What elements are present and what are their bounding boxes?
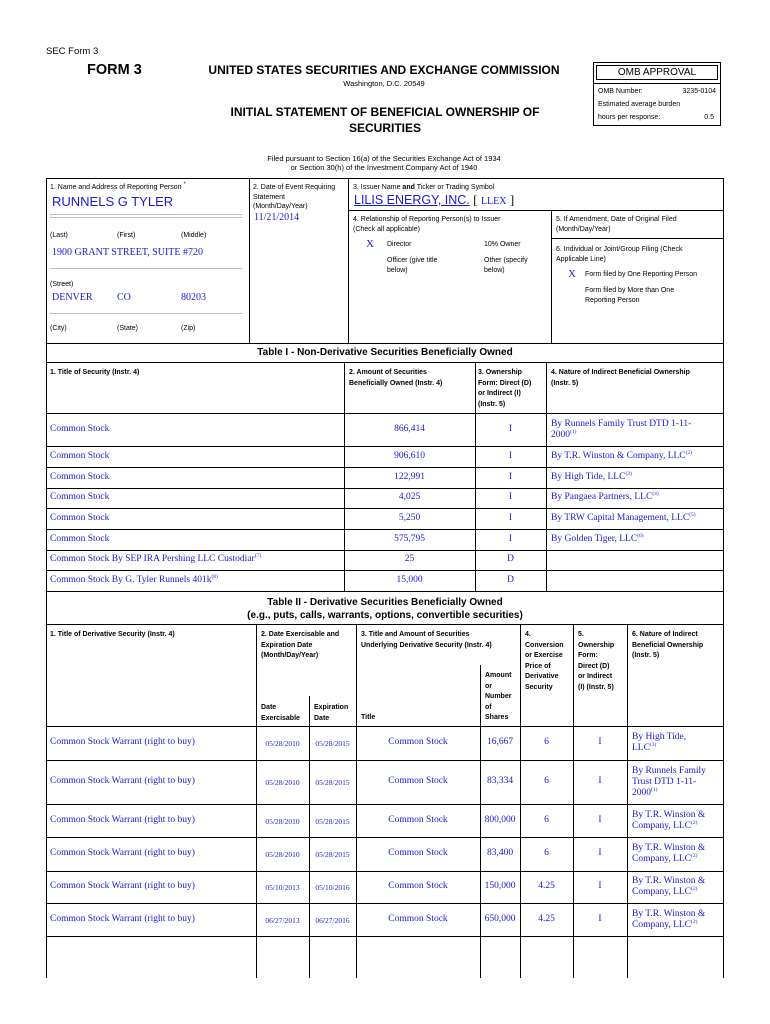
table2-row-divider: [46, 760, 724, 761]
derivative-title: Common Stock Warrant (right to buy): [50, 814, 195, 825]
issuer-ticker: LLEX: [480, 196, 507, 207]
table2-row-divider: [46, 804, 724, 805]
exercise-price: 6: [544, 776, 549, 786]
expiration-date: 05/28/2015: [315, 850, 350, 859]
table1-row-divider: [46, 508, 724, 509]
nature-of-ownership: By High Tide, LLC$^{(3)}$: [551, 470, 632, 482]
table1-row-divider: [46, 550, 724, 551]
street-label: (Street): [50, 281, 74, 288]
amount-owned: 866,414: [394, 423, 425, 434]
date-exercisable: 06/27/2013: [265, 915, 300, 925]
ownership-form: I: [598, 814, 602, 825]
exercise-price: 6: [544, 814, 549, 825]
filed-pursuant-line1: Filed pursuant to Section 16(a) of the Securities Exchange Act of 1934: [267, 154, 501, 163]
exercise-price: 6: [544, 848, 549, 858]
ownership-form: I: [508, 450, 513, 461]
city-value: DENVER: [52, 292, 93, 303]
expiration-date: 05/28/2015: [315, 816, 350, 826]
one-person-label: Form filed by One Reporting Person: [585, 271, 698, 278]
form-small-label: SEC Form 3: [46, 46, 99, 57]
agency-location: Washington, D.C. 20549: [343, 79, 425, 88]
underlying-title: Common Stock: [388, 776, 448, 786]
nature-of-ownership: By Runnels Family Trust DTD 1-11- 2000$^{(1)}$: [551, 419, 692, 440]
document-title: INITIAL STATEMENT OF BENEFICIAL OWNERSHIP OF SECURITIES: [230, 105, 540, 135]
underlying-shares: 83,334: [486, 776, 514, 786]
underlying-title: Common Stock: [388, 737, 448, 747]
ownership-form: I: [598, 913, 602, 924]
security-title: Common Stock By G. Tyler Runnels $401k^{(8)}$: [50, 573, 218, 585]
table2-col3-header: 3. Title and Amount of Securities Underlying Derivative Security (Instr. 4): [361, 631, 492, 649]
street-value: 1900 GRANT STREET, SUITE #720: [52, 247, 204, 258]
zip-value: 80203: [181, 292, 206, 303]
table1-col4-header: 4. Nature of Indirect Beneficial Ownership (Instr. 5): [551, 369, 690, 387]
nature-of-ownership: By Pangaea Partners, LLC$^{(4)}$: [551, 490, 659, 502]
security-title: Common Stock: [50, 533, 110, 544]
table2-sub-expiration: Expiration Date: [314, 704, 349, 722]
omb-number-label: OMB Number:: [598, 88, 643, 95]
amount-owned: 122,991: [394, 471, 425, 482]
more-persons-label: Form filed by More than One Reporting Person: [585, 287, 675, 304]
issuer-label: 3. Issuer Name and Ticker or Trading Symbol: [353, 184, 495, 191]
amount-owned: 25: [404, 554, 415, 564]
reporting-person-label: 1. Name and Address of Reporting Person *: [50, 181, 186, 191]
expiration-date: 06/27/2016: [315, 915, 350, 925]
amount-owned: 4,025: [398, 492, 421, 502]
date-exercisable: 05/10/2013: [265, 883, 300, 892]
state-value: CO: [117, 292, 131, 303]
ownership-form: I: [598, 776, 602, 786]
underlying-shares: 800,000: [484, 814, 516, 825]
ownership-form: I: [508, 423, 513, 434]
derivative-title: Common Stock Warrant (right to buy): [50, 737, 195, 747]
table2-col5-header: 5. Ownership Form: Direct (D) or Indirect (I) (Instr. 5): [578, 631, 615, 691]
city-label: (City): [50, 325, 67, 332]
reporting-person-name[interactable]: RUNNELS G TYLER: [52, 194, 174, 209]
security-title: Common Stock: [50, 492, 110, 502]
table2-row-divider: [46, 936, 724, 937]
last-label: (Last): [50, 232, 68, 239]
omb-hours-value: 0.5: [704, 114, 714, 121]
issuer-name-link[interactable]: LILIS ENERGY, INC.: [354, 193, 470, 207]
omb-burden-label: Estimated average burden: [598, 101, 681, 108]
filing-label: 6. Individual or Joint/Group Filing (Check Applicable Line): [556, 246, 683, 263]
table1-row-divider: [46, 467, 724, 468]
issuer-name-row: LILIS ENERGY, INC. [ LLEX ]: [354, 193, 515, 207]
table2-col6-header: 6. Nature of Indirect Beneficial Ownership (Instr. 5): [632, 631, 704, 659]
derivative-title: Common Stock Warrant (right to buy): [50, 848, 195, 858]
date-exercisable: 05/28/2010: [265, 778, 300, 787]
table1-row-divider: [46, 446, 724, 447]
director-label: Director: [387, 241, 412, 248]
security-title: Common Stock: [50, 512, 110, 523]
omb-title: OMB APPROVAL: [596, 65, 718, 80]
date-exercisable: 05/28/2010: [265, 850, 300, 859]
security-title: Common Stock: [50, 471, 110, 482]
first-label: (First): [117, 232, 136, 239]
form-title: FORM 3: [87, 62, 142, 78]
underlying-title: Common Stock: [388, 814, 448, 825]
ownership-form: D: [507, 554, 514, 564]
director-checkmark: X: [366, 238, 374, 250]
table2-col4-header: 4. Conversion or Exercise Price of Derivative Security: [525, 631, 564, 691]
derivative-title: Common Stock Warrant (right to buy): [50, 881, 195, 891]
table2-row-divider: [46, 903, 724, 904]
table1-row-divider: [46, 570, 724, 571]
nature-of-ownership: By Runnels Family Trust DTD 1-11- 2000$^{(1)}$: [632, 765, 706, 798]
table2-col2-header: 2. Date Exercisable and Expiration Date (Month/Day/Year): [261, 631, 340, 659]
nature-of-ownership: By T.R. Winston & Company, LLC$^{(2)}$: [632, 876, 706, 897]
table2-row-divider: [46, 837, 724, 838]
ownership-form: I: [508, 471, 513, 482]
table2-sub-amount: Amount or Number of Shares: [485, 672, 512, 721]
derivative-title: Common Stock Warrant (right to buy): [50, 776, 195, 786]
ownership-form: D: [507, 574, 514, 585]
table2-row-divider: [46, 871, 724, 872]
date-exercisable: 05/28/2010: [265, 816, 300, 826]
table1-row-divider: [46, 529, 724, 530]
underlying-shares: 150,000: [484, 881, 516, 891]
underlying-shares: 650,000: [484, 913, 516, 924]
event-date-label: 2. Date of Event Requiring Statement (Month/Day/Year): [253, 184, 336, 210]
nature-of-ownership: By T.R. Winston & Company, LLC$^{(2)}$: [632, 908, 706, 930]
table2-col1-header: 1. Title of Derivative Security (Instr. 4): [50, 631, 175, 638]
nature-of-ownership: By High Tide, LLC$^{(3)}$: [632, 732, 687, 753]
table1-col1-header: 1. Title of Security (Instr. 4): [50, 369, 140, 376]
ten-percent-owner-label: 10% Owner: [484, 241, 521, 248]
event-date-value: 11/21/2014: [254, 212, 300, 223]
omb-hours-label: hours per response:: [598, 114, 661, 121]
nature-of-ownership: By T.R. Winston & Company, LLC$^{(2)}$: [632, 843, 706, 864]
security-title: Common Stock: [50, 423, 110, 434]
ownership-form: I: [508, 492, 513, 502]
table1-row-divider: [46, 488, 724, 489]
omb-number-value: 3235-0104: [682, 88, 716, 95]
underlying-shares: 16,667: [486, 737, 514, 747]
table1-col2-header: 2. Amount of Securities Beneficially Owned (Instr. 4): [349, 369, 443, 387]
expiration-date: 05/10/2016: [315, 883, 350, 892]
security-title: Common Stock By SEP IRA Pershing LLC Custodiar$^{(7)}$: [50, 552, 262, 564]
amount-owned: 575,795: [394, 533, 425, 544]
table2-sub-title: Title: [361, 714, 376, 721]
exercise-price: 4.25: [538, 913, 555, 924]
ownership-form: I: [508, 512, 513, 523]
middle-label: (Middle): [181, 232, 207, 239]
derivative-title: Common Stock Warrant (right to buy): [50, 913, 195, 924]
relationship-label: 4. Relationship of Reporting Person(s) to Issuer (Check all applicable): [353, 216, 501, 233]
filed-pursuant-line2: or Section 30(h) of the Investment Company Act of 1940: [290, 163, 478, 172]
nature-of-ownership: By T.R. Winston & Company, LLC$^{(2)}$: [632, 809, 706, 831]
one-person-checkmark: X: [568, 268, 576, 280]
table2-sub-date-exercisable: Date Exercisable: [261, 704, 300, 722]
table2-title: Table II - Derivative Securities Beneficially Owned (e.g., puts, calls, warrants, options, convertible securities): [247, 597, 523, 621]
nature-of-ownership: By TRW Capital Management, LLC$^{(5)}$: [551, 511, 696, 523]
amount-owned: 5,250: [398, 512, 421, 523]
other-label: Other (specify below): [484, 257, 528, 274]
underlying-title: Common Stock: [388, 913, 448, 924]
date-exercisable: 05/28/2010: [265, 739, 300, 748]
officer-label: Officer (give title below): [387, 257, 438, 274]
table1-title: Table I - Non-Derivative Securities Beneficially Owned: [257, 347, 513, 358]
amount-owned: 15,000: [396, 574, 423, 585]
underlying-title: Common Stock: [388, 848, 448, 858]
underlying-shares: 83,400: [486, 848, 514, 858]
omb-approval-box: [593, 62, 721, 126]
underlying-title: Common Stock: [388, 881, 448, 891]
security-title: Common Stock: [50, 450, 110, 461]
nature-of-ownership: By T.R. Winston & Company, LLC$^{(2)}$: [551, 449, 693, 461]
zip-label: (Zip): [181, 325, 196, 332]
nature-of-ownership: By Golden Tiger, LLC$^{(6)}$: [551, 532, 644, 544]
ownership-form: I: [508, 533, 513, 544]
agency-name: UNITED STATES SECURITIES AND EXCHANGE COMMISSION: [208, 63, 560, 77]
ownership-form: I: [598, 848, 602, 858]
expiration-date: 05/28/2015: [315, 739, 350, 748]
ownership-form: I: [598, 737, 602, 747]
exercise-price: 4.25: [538, 881, 555, 891]
exercise-price: 6: [544, 737, 549, 747]
state-label: (State): [117, 325, 139, 332]
ownership-form: I: [598, 881, 602, 891]
amount-owned: 906,610: [394, 450, 425, 461]
table1-col3-header: 3. Ownership Form: Direct (D) or Indirect (I) (Instr. 5): [478, 369, 532, 408]
expiration-date: 05/28/2015: [315, 778, 350, 787]
amendment-label: 5. If Amendment, Date of Original Filed (Month/Day/Year): [556, 216, 677, 233]
